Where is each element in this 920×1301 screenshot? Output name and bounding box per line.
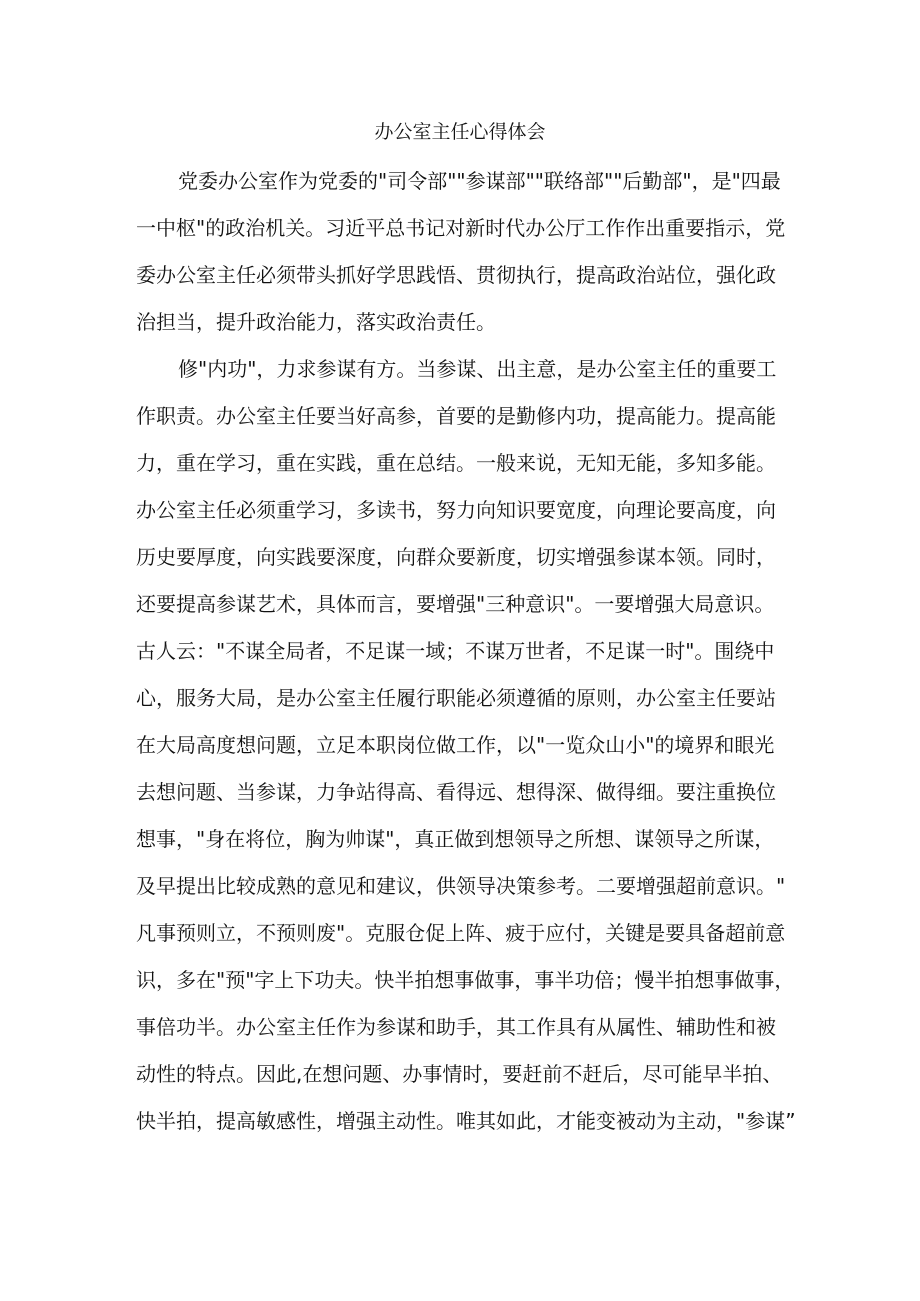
body-line: 历史要厚度，向实践要深度，向群众要新度，切实增强参谋本领。同时， — [136, 545, 776, 569]
body-line: 古人云："不谋全局者，不足谋一域；不谋万世者，不足谋一时"。围绕中 — [136, 639, 775, 663]
body-line: 想事，"身在将位，胸为帅谋"，真正做到想领导之所想、谋领导之所谋， — [136, 827, 775, 851]
body-line: 去想问题、当参谋，力争站得高、看得远、想得深、做得细。要注重换位 — [136, 780, 776, 804]
body-line: 在大局高度想问题，立足本职岗位做工作，以"一览众山小"的境界和眼光 — [136, 733, 775, 757]
body-line: 力，重在学习，重在实践，重在总结。一般来说，无知无能，多知多能。 — [136, 451, 776, 475]
body-line: 事倍功半。办公室主任作为参谋和助手，其工作具有从属性、辅助性和被 — [136, 1015, 776, 1039]
body-line: 作职责。办公室主任要当好高参，首要的是勤修内功，提高能力。提高能 — [136, 404, 776, 428]
body-line: 心，服务大局，是办公室主任履行职能必须遵循的原则，办公室主任要站 — [136, 686, 776, 710]
body-line: 一中枢"的政治机关。习近平总书记对新时代办公厅工作作出重要指示，党 — [136, 216, 786, 240]
body-line: 凡事预则立，不预则废"。克服仓促上阵、疲于应付，关键是要具备超前意 — [136, 921, 786, 945]
document-title: 办公室主任心得体会 — [374, 121, 546, 143]
body-line: 快半拍，提高敏感性，增强主动性。唯其如此，才能变被动为主动，"参谋” — [136, 1109, 796, 1133]
body-line: 识，多在"预"字上下功夫。快半拍想事做事，事半功倍；慢半拍想事做事， — [136, 968, 795, 992]
body-line: 党委办公室作为党委的"司令部""参谋部""联络部""后勤部"，是"四最 — [178, 169, 781, 193]
body-line: 还要提高参谋艺术，具体而言，要增强"三种意识"。一要增强大局意识。 — [136, 592, 775, 616]
body-line: 治担当，提升政治能力，落实政治责任。 — [136, 310, 496, 334]
body-line: 委办公室主任必须带头抓好学思践悟、贯彻执行，提高政治站位，强化政 — [136, 263, 776, 287]
body-line: 及早提出比较成熟的意见和建议，供领导决策参考。二要增强超前意识。" — [136, 874, 786, 898]
body-line: 办公室主任必须重学习，多读书，努力向知识要宽度，向理论要高度，向 — [136, 498, 776, 522]
body-line: 动性的特点。因此,在想问题、办事情时，要赶前不赶后，尽可能早半拍、 — [136, 1062, 783, 1086]
body-line: 修"内功"，力求参谋有方。当参谋、出主意，是办公室主任的重要工 — [178, 357, 777, 381]
